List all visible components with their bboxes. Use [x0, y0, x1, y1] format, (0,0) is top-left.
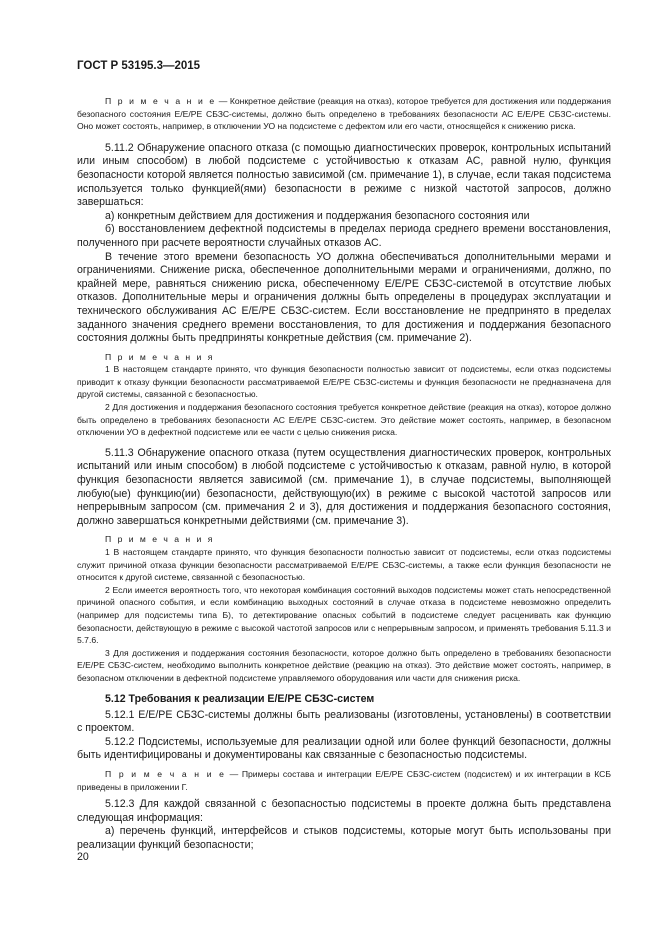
list-item-b: б) восстановлением дефектной подсистемы в пределах периода среднего времени восстановления, полученного при расчете вероятности случайных отказов АС.	[77, 223, 611, 249]
list-item-a: а) конкретным действием для достижения и поддержания безопасного состояния или	[105, 209, 530, 222]
note-item: 1 В настоящем стандарте принято, что функция безопасности полностью зависит от подсистемы, если отказ подсистемы служит причиной отказа функции безопасности рассматриваемой E/E/PE СБЗС-системы, а также если функция безопасности не относится к другой системе, связанной с безопасностью.	[77, 547, 611, 583]
notes-heading: П р и м е ч а н и я	[105, 351, 215, 362]
note-item: 1 В настоящем стандарте принято, что функция безопасности полностью зависит от подсистемы, если отказ подсистемы приводит к отказу функции безопасности рассматриваемой E/E/PE СБЗС-системы и функция безопасности не предназначена для другой системы, связанной с безопасностью.	[77, 364, 611, 400]
paragraph-5-12-2: 5.12.2 Подсистемы, используемые для реализации одной или более функций безопасности, должны быть идентифицированы и документированы как связанные с безопасностью подсистемы.	[77, 735, 611, 762]
paragraph-5-12-3: 5.12.3 Для каждой связанной с безопасностью подсистемы в проекте должна быть представлена следующая информация:	[77, 798, 611, 824]
paragraph-5-11-2: 5.11.2 Обнаружение опасного отказа (с помощью диагностических проверок, контрольных испытаний или иным способом) в любой подсистеме с устойчивостью к отказам АС, равной нулю, функция безопасности которой является полностью зависимой (см. примечание 1), в случае, если такая подсистема используется только функцией(ями) безопасности в режиме с низкой частотой запросов, должно завершаться:	[77, 141, 611, 209]
page-number: 20	[77, 851, 89, 863]
paragraph: В течение этого времени безопасность УО должна обеспечиваться дополнительными мерами и ограничениями. Снижение риска, обеспеченное дополнительными мерами и ограничениями, должно, по крайней мере, равняться снижению риска, обеспеченному E/E/PE СБЗС-системой в отсутствие любых отказов. Дополнительные меры и ограничения должны быть определены в процедурах эксплуатации и технического обслуживания АС E/E/PE СБЗС-систем. Если восстановление не предпринято в пределах заданного значения среднего времени восстановления, то для достижения и поддержания безопасного состояния должны быть предприняты конкретные действия (см. примечание 2).	[77, 250, 611, 345]
notes-heading: П р и м е ч а н и я	[105, 534, 215, 545]
note-label: П р и м е ч а н и е	[105, 96, 217, 106]
note-text: — Конкретное действие (реакция на отказ), которое требуется для достижения или поддержания безопасного состояния E/E/PE СБЗС-системы, должно быть определено в требованиях безопасности АС E/E/PE СБЗС-системы. Оно может состоять, например, в отключении УО на подсистеме с дефектом или его части, относящейся к снижению риска.	[77, 96, 611, 132]
paragraph-5-12-1: 5.12.1 E/E/PE СБЗС-системы должны быть реализованы (изготовлены, установлены) в соответствии с проектом.	[77, 708, 611, 735]
note-text: — Примеры состава и интеграции E/E/PE СБЗС-систем (подсистем) и их интеграции в КСБ приведены в приложении Г.	[77, 768, 612, 792]
note	[77, 768, 611, 793]
list-item-a: а) перечень функций, интерфейсов и стыков подсистемы, которые могут быть использованы при реализации функций безопасности;	[77, 825, 611, 851]
paragraph-5-11-3: 5.11.3 Обнаружение опасного отказа (путем осуществления диагностических проверок, контрольных испытаний или иным способом) в любой подсистеме с устойчивостью к отказам, равной нулю, в которой функция безопасности является зависимой (см. примечание 1), в случае подсистемы, выполняющей любую(ые) функцию(ии) безопасности, действующую(их) в режиме с высокой частотой запросов или непрерывным запросом (см. примечания 2 и 3), для достижения и поддержания безопасного состояния, должно завершаться конкретными действиями (см. примечание 3).	[77, 446, 611, 527]
note-item: 2 Для достижения и поддержания безопасного состояния требуется конкретное действие (реакция на отказ), которое должно быть определено в требованиях безопасности АС E/E/PE СБЗС-систем. Это действие может состоять, например, в безопасном отключении УО в дефектной подсистеме или ее части с целью снижения риска.	[77, 402, 611, 438]
note-item: 2 Если имеется вероятность того, что некоторая комбинация состояний выходов подсистемы может стать непосредственной причиной опасного события, и если комбинацию выходных состояний в случае отказа в подсистеме невозможно определить (например для подсистемы типа Б), то детектирование опасных событий в подсистеме следует расценивать как функцию безопасности, действующую в режиме с высокой частотой запросов или с непрерывным запросом, и применять требования 5.11.3 и 5.7.6.	[77, 584, 611, 646]
note	[77, 95, 611, 133]
page-header: ГОСТ Р 53195.3—2015	[77, 60, 201, 72]
note-item: 3 Для достижения и поддержания состояния безопасности, которое должно быть определено в требованиях безопасности E/E/PE СБЗС-систем, необходимо выполнить конкретное действие (реакцию на отказ). Это действие может состоять, например, в безопасном отключении в дефектной подсистеме управляемого оборудования или части для снижения риска.	[77, 647, 611, 683]
section-heading-5-12: 5.12 Требования к реализации E/E/PE СБЗС-систем	[105, 692, 375, 705]
note-label: П р и м е ч а н и е	[105, 768, 226, 779]
